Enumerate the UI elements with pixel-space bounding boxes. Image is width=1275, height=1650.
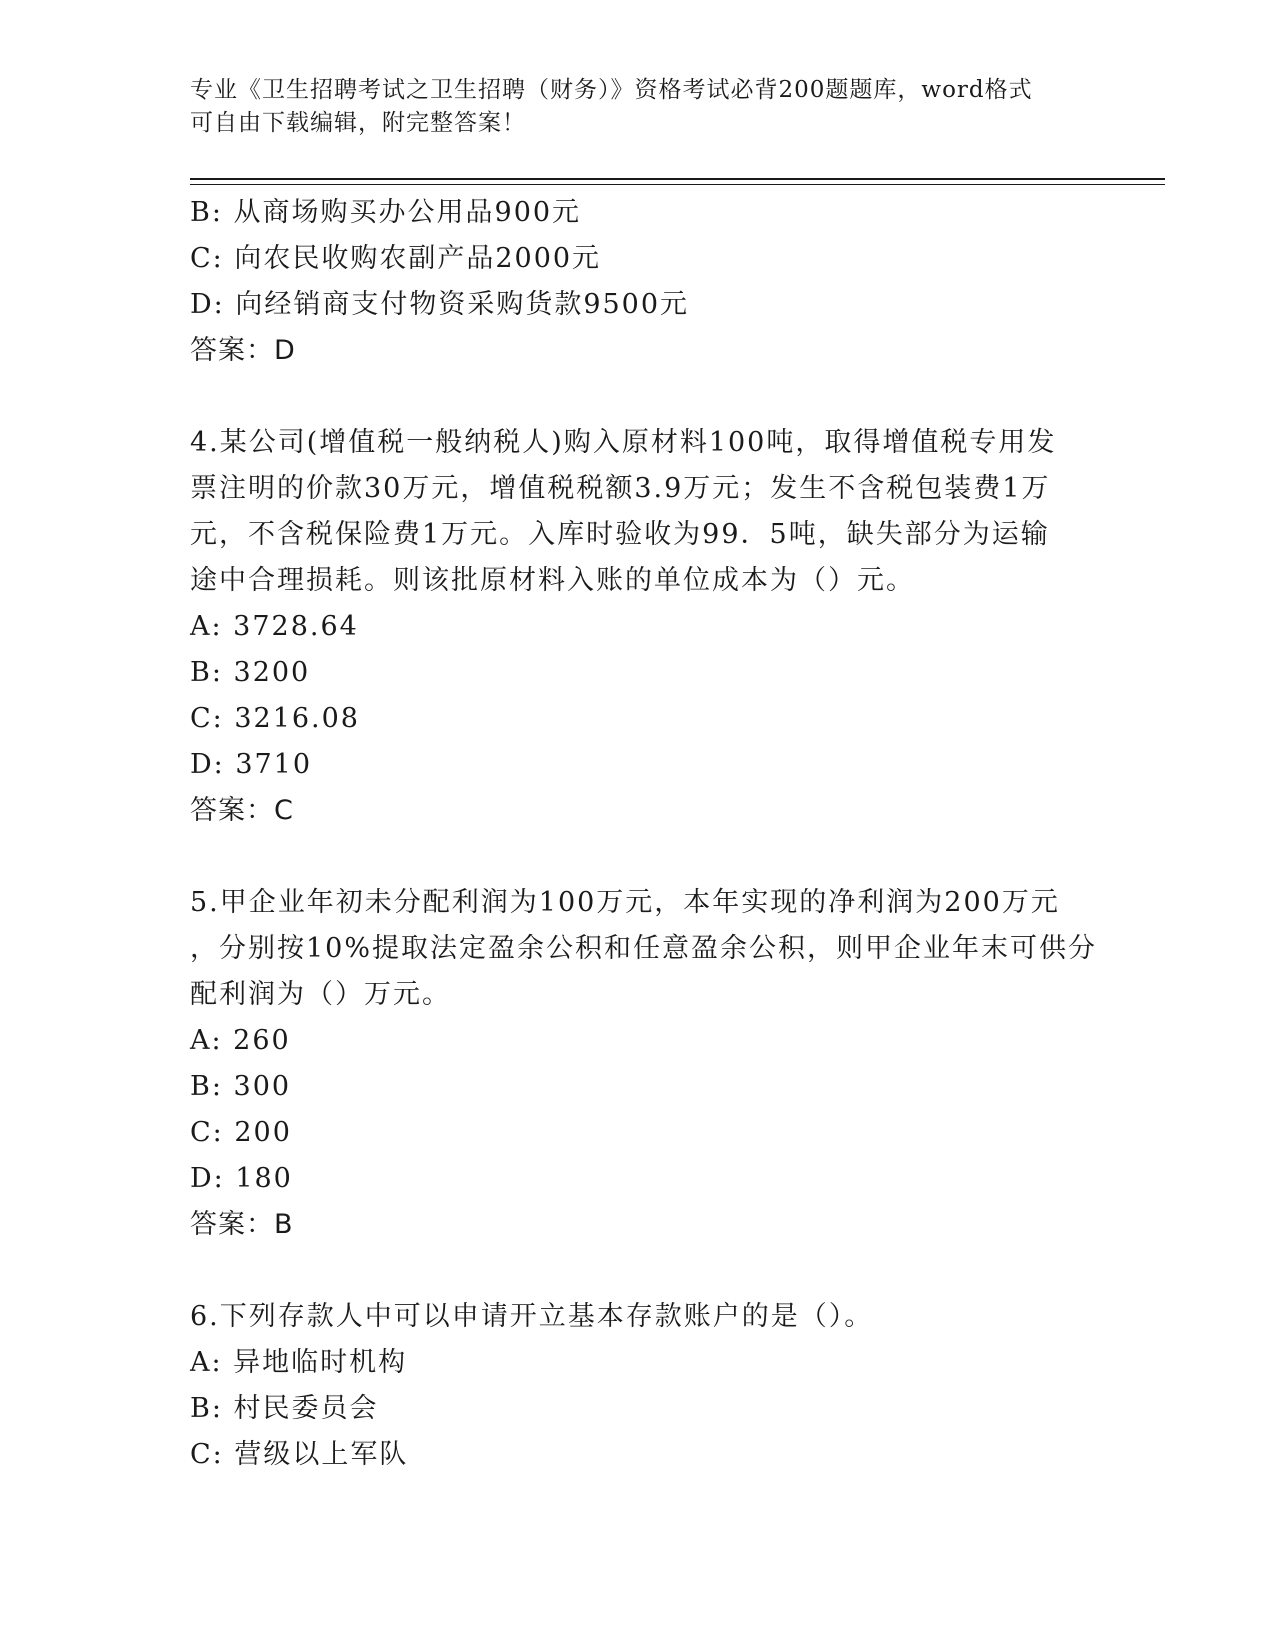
option-b: B: 从商场购买办公用品900元 <box>190 197 582 228</box>
option-d: D: 180 <box>190 1163 293 1194</box>
option-d: D: 3710 <box>190 749 313 780</box>
question-5 <box>190 880 1100 1248</box>
question-4 <box>190 420 1100 834</box>
spacer <box>190 1248 1100 1294</box>
answer: 答案：D <box>190 335 296 366</box>
header-rule-thin <box>190 184 1165 185</box>
option-c: C: 向农民收购农副产品2000元 <box>190 243 602 274</box>
question-stem-line: 5.甲企业年初未分配利润为100万元，本年实现的净利润为200万元 <box>190 887 1060 918</box>
question-stem-line: 6.下列存款人中可以申请开立基本存款账户的是（）。 <box>190 1301 874 1332</box>
option-b: B: 300 <box>190 1071 292 1102</box>
question-content <box>190 190 1100 1478</box>
option-c: C: 200 <box>190 1117 292 1148</box>
header-line-2: 可自由下载编辑，附完整答案！ <box>190 110 526 136</box>
option-c: C: 3216.08 <box>190 703 360 734</box>
option-a: A: 260 <box>190 1025 291 1056</box>
answer: 答案：B <box>190 1209 294 1240</box>
question-stem-line: 配利润为（）万元。 <box>190 979 451 1010</box>
question-stem-line: 元，不含税保险费1万元。入库时验收为99．5吨，缺失部分为运输 <box>190 519 1050 550</box>
spacer <box>190 374 1100 420</box>
option-c: C: 营级以上军队 <box>190 1439 409 1470</box>
header-rule-thick <box>190 178 1165 180</box>
option-a: A: 3728.64 <box>190 611 359 642</box>
answer: 答案：C <box>190 795 294 826</box>
question-stem-line: ，分别按10%提取法定盈余公积和任意盈余公积，则甲企业年末可供分 <box>190 933 1098 964</box>
document-header <box>190 74 1090 140</box>
question-3 <box>190 190 1100 374</box>
option-d: D: 向经销商支付物资采购货款9500元 <box>190 289 690 320</box>
header-line-1: 专业《卫生招聘考试之卫生招聘（财务）》资格考试必背200题题库，word格式 <box>190 77 1033 103</box>
option-a: A: 异地临时机构 <box>190 1347 408 1378</box>
question-stem-line: 票注明的价款30万元，增值税税额3.9万元；发生不含税包装费1万 <box>190 473 1051 504</box>
question-stem-line: 4.某公司(增值税一般纳税人)购入原材料100吨，取得增值税专用发 <box>190 427 1057 458</box>
spacer <box>190 834 1100 880</box>
option-b: B: 村民委员会 <box>190 1393 379 1424</box>
question-stem-line: 途中合理损耗。则该批原材料入账的单位成本为（）元。 <box>190 565 915 596</box>
question-6 <box>190 1294 1100 1478</box>
option-b: B: 3200 <box>190 657 311 688</box>
